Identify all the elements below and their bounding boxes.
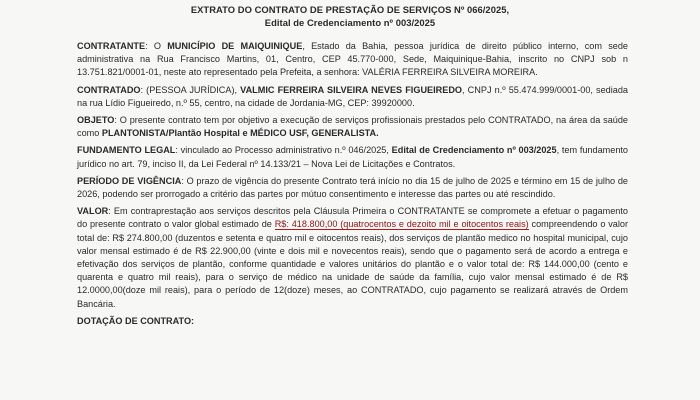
prefeita-name: VALÉRIA FERREIRA SILVEIRA MOREIRA.	[362, 67, 538, 78]
fundamento-paragraph	[77, 144, 628, 170]
vigencia-paragraph	[77, 175, 628, 201]
valor-text-2: compreendendo o valor total de: R$ 274.800,00 (duzentos e setenta e quatro mil e oitocentos reais), dos serviços de plantão medico no hospital municipal, cujo valor mensal estimado é de R$ 22.900,00 (vinte e dois mil e novecentos reais), sendo que o pagamento será de acordo a entrega e efetivação dos serviços de plantão, conforme quantidade e valores unitários do plantão e o valor total de: R$ 144.000,00 (cento e quarenta e quatro mil reais), para o serviço de médico na unidade de saúde da família, cujo valor mensal estimado é de R$ 12.0000,00(doze mil reais), para o período de 12(doze) meses, ao CONTRATADO, cujo pagamento se realizará através de Ordem Bancária.	[77, 219, 629, 309]
objeto-text: : O presente contrato tem por objetivo a execução de serviços profissionais prestados pelo CONTRATADO, na área da saúde como	[77, 115, 628, 139]
contratado-text-1: : (PESSOA JURÍDICA),	[140, 84, 241, 95]
contract-title: EXTRATO DO CONTRATO DE PRESTAÇÃO DE SERVIÇOS Nº 066/2025,	[190, 4, 510, 15]
contratado-name: VALMIC FERREIRA SILVEIRA NEVES FIGUEIREDO	[240, 84, 463, 95]
contratado-paragraph	[77, 84, 628, 110]
dotacao-heading	[77, 315, 628, 328]
vigencia-label: PERÍODO DE VIGÊNCIA	[77, 175, 182, 186]
bottom-fade	[0, 390, 700, 400]
contratante-label: CONTRATANTE	[77, 41, 146, 51]
valor-global-highlight: R$: 418.800,00 (quatrocentos e dezoito mil e oitocentos reais)	[274, 219, 529, 230]
objeto-servico: PLANTONISTA/Plantão Hospital e MÉDICO USF, GENERALISTA.	[101, 128, 379, 139]
municipio-name: MUNICÍPIO DE MAIQUINIQUE	[167, 41, 303, 51]
contratante-paragraph	[77, 40, 628, 80]
fundamento-text-2: , tem fundamento jurídico no art. 79, inciso II, da Lei Federal nº 14.133/21 – Nova Lei de Licitações e Contratos.	[77, 145, 629, 169]
contratante-text-1: : O	[145, 41, 168, 51]
valor-paragraph	[77, 205, 628, 311]
valor-text-1: : Em contraprestação aos serviços descritos pela Cláusula Primeira o CONTRATANTE se compromete a efetuar o pagamento do presente contrato o valor global estimado de	[77, 206, 628, 230]
contract-body	[77, 40, 628, 328]
valor-label: VALOR	[77, 206, 109, 217]
objeto-paragraph	[77, 114, 628, 140]
fundamento-label: FUNDAMENTO LEGAL	[77, 145, 176, 156]
edital-subtitle: Edital de Credenciamento nº 003/2025	[264, 17, 436, 28]
objeto-label: OBJETO	[77, 115, 115, 126]
contratado-label: CONTRATADO	[77, 84, 141, 95]
dotacao-label: DOTAÇÃO DE CONTRATO:	[77, 315, 195, 326]
vigencia-text: : O prazo de vigência do presente Contrato terá início no dia 15 de julho de 2025 e término em 15 de julho de 2026, podendo ser prorrogado a critério das partes por mútuo consentimento e interesse das partes ou até rescindido.	[77, 175, 628, 200]
contratado-text-2: , CNPJ n.º 55.474.999/0001-00, sediada na rua Lídio Figueiredo, n.º 55, centro, na cidade de Jordania-MG, CEP: 39920000.	[77, 84, 629, 108]
contratante-text-2: , Estado da Bahia, pessoa jurídica de direito público interno, com sede administrativa na Rua Francisco Martins, 01, Centro, CEP 45.770-000, Sede, Maiquinique-Bahia, inscrito no CNPJ sob n 13.751.821/0001-01, neste ato representado pela Prefeita, a senhora:	[77, 41, 628, 78]
fundamento-text-1: : vinculado ao Processo administrativo n.º 046/2025,	[175, 145, 392, 156]
fundamento-edital: Edital de Credenciamento nº 003/2025	[391, 145, 557, 156]
